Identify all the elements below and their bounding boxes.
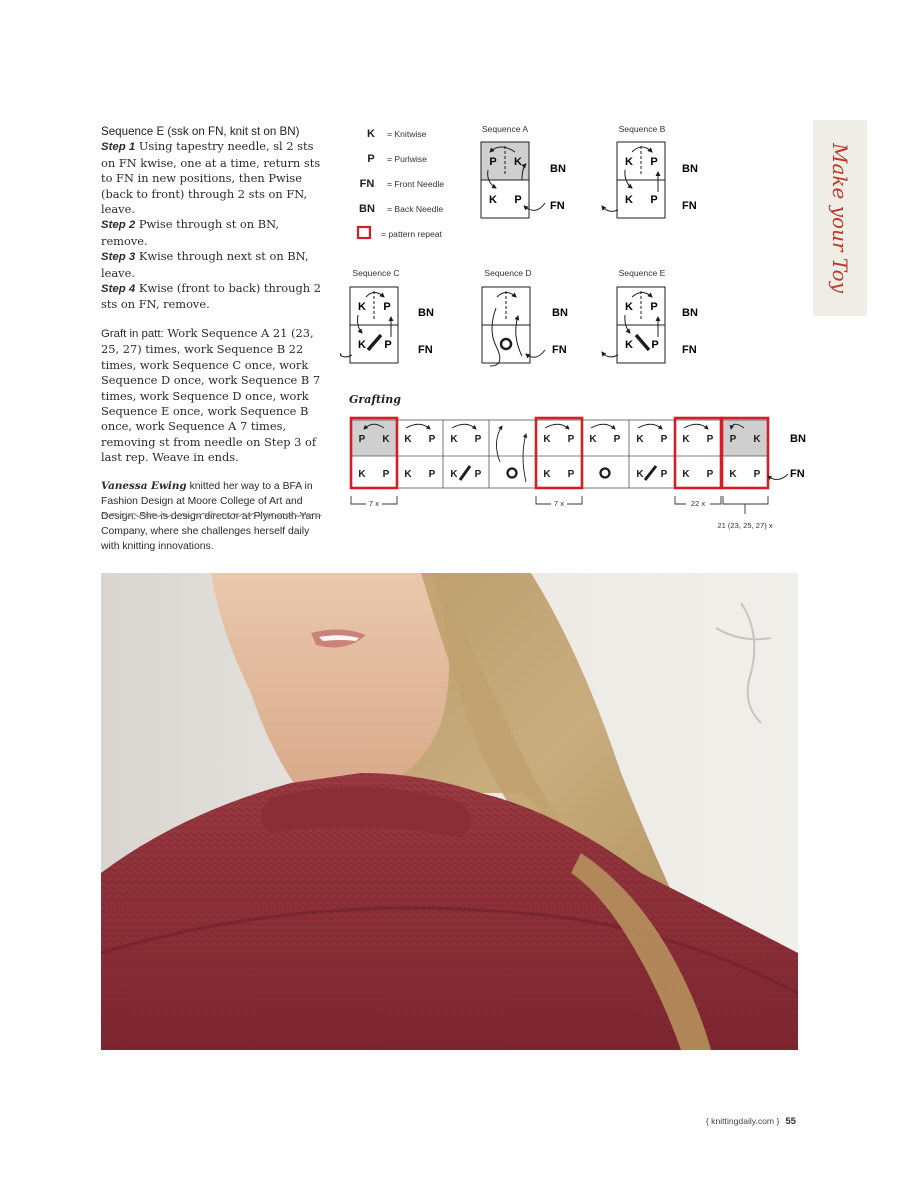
seq-d-bn: BN (552, 307, 568, 319)
sequence-b-label: Sequence B (618, 124, 666, 134)
graft-c9-top-2: K (753, 434, 761, 445)
graft-c2-bot-1: K (404, 469, 412, 480)
legend-k-text: = Knitwise (387, 129, 427, 139)
seq-b-p-bottom: P (650, 194, 658, 206)
graft-c6-top-1: K (589, 434, 597, 445)
graft-c1-top-2: K (382, 434, 390, 445)
sequence-e-title: Sequence E (ssk on FN, knit st on BN) (101, 125, 300, 138)
graft-c8-bot-1: K (682, 469, 690, 480)
legend-p-symbol: P (367, 153, 375, 165)
legend-bn (359, 203, 443, 215)
sequence-d (482, 268, 568, 366)
yarn-over-icon (501, 339, 511, 349)
instructions-column (101, 124, 327, 567)
seq-c-p-bottom: P (384, 339, 392, 351)
step-1-text: Using tapestry needle, sl 2 sts on FN kwise, one at a time, return sts to FN in new positions, then Pwise (back to front) through 2 sts on FN, leave. (101, 139, 321, 217)
repeat-boxes (351, 418, 768, 488)
legend-fn-symbol: FN (359, 178, 375, 190)
footer-site: { knittingdaily.com } (705, 1116, 780, 1126)
decrease-slash-icon (368, 335, 381, 350)
repeat-label-1: 7 x (368, 499, 380, 508)
legend-fn (360, 178, 445, 190)
designer-bio-text: knitted her way to a BFA in Fashion Design at Moore College of Art and Design. She is design director at Plymouth Yarn Company, where she challenges herself daily with knitting innovations. (101, 480, 321, 552)
grafting-diagrams (340, 116, 810, 536)
graft-c5-bot-1: K (543, 469, 551, 480)
seq-e-k-bottom: K (625, 339, 633, 351)
graft-c3-top-2: P (474, 434, 482, 445)
grafting-chart (349, 393, 806, 530)
legend-p (367, 153, 427, 165)
graft-c7-top-1: K (636, 434, 644, 445)
graft-fn: FN (790, 468, 805, 480)
step-3-label: Step 3 (101, 251, 136, 264)
sequence-e-label: Sequence E (618, 268, 666, 278)
seq-c-p-top: P (383, 301, 391, 313)
graft-c1-bot-1: K (358, 469, 366, 480)
section-tab-label (813, 120, 867, 316)
seq-a-k-top: K (514, 156, 522, 168)
graft-block (101, 326, 327, 466)
legend-k (367, 128, 427, 140)
seq-e-fn: FN (682, 344, 697, 356)
graft-c2-top-1: K (404, 434, 412, 445)
repeat-label-3: 22 x (690, 499, 706, 508)
sequence-c-label: Sequence C (352, 268, 400, 278)
section-tab-text: Make your Toy (828, 143, 852, 293)
step-4-text: Kwise (front to back) through 2 sts on FN, remove. (101, 281, 321, 312)
repeat-swatch-icon (358, 227, 370, 238)
repeat-label-4: 21 (23, 25, 27) x (717, 521, 773, 530)
graft-c2-top-2: P (428, 434, 436, 445)
graft-slash-icon (460, 466, 470, 480)
sequence-b (602, 124, 698, 218)
seq-e-p-bottom: P (651, 339, 659, 351)
seq-c-k-bottom: K (358, 339, 366, 351)
seq-b-fn: FN (682, 200, 697, 212)
graft-yarn-over-icon (508, 469, 517, 478)
seq-d-fn: FN (552, 344, 567, 356)
legend-repeat-text: = pattern repeat (381, 229, 442, 239)
grafting-title: Grafting (349, 393, 401, 406)
graft-c8-bot-2: P (706, 469, 714, 480)
page-number: 55 (785, 1116, 796, 1127)
sequence-c (340, 268, 434, 363)
legend-bn-symbol: BN (359, 203, 375, 215)
seq-e-bn: BN (682, 307, 698, 319)
graft-c7-top-2: P (660, 434, 668, 445)
seq-a-p-top: P (489, 156, 497, 168)
graft-c3-top-1: K (450, 434, 458, 445)
seq-b-k-top: K (625, 156, 633, 168)
step-4-label: Step 4 (101, 283, 136, 296)
legend-fn-text: = Front Needle (387, 179, 445, 189)
sequence-e (602, 268, 698, 363)
step-3-text: Kwise through next st on BN, leave. (101, 249, 309, 280)
sweater-photo (101, 573, 798, 1050)
step-2-label: Step 2 (101, 219, 136, 232)
page-footer (640, 1116, 796, 1127)
graft-c8-top-2: P (706, 434, 714, 445)
sequence-e-block (101, 124, 327, 313)
wavy-divider (101, 511, 325, 519)
graft-c3-bot-2: P (474, 469, 482, 480)
sequence-d-label: Sequence D (484, 268, 532, 278)
graft-yarn-over-icon-2 (601, 469, 610, 478)
graft-text: Work Sequence A 21 (23, 25, 27) times, work Sequence B 22 times, work Sequence C once, work Sequence D once, work Sequence B 7 times, work Sequence D once, work Sequence E once, work Sequence B once, work Sequence A 7 times, removing st from needle on Step 3 of last rep. Weave in ends. (101, 325, 321, 465)
seq-b-k-bottom: K (625, 194, 633, 206)
step-1-label: Step 1 (101, 141, 136, 154)
seq-a-k-bottom: K (489, 194, 497, 206)
graft-c1-bot-2: P (382, 469, 390, 480)
seq-b-bn: BN (682, 163, 698, 175)
graft-c5-top-2: P (567, 434, 575, 445)
graft-bn: BN (790, 433, 806, 445)
seq-a-fn: FN (550, 200, 565, 212)
legend-p-text: = Purlwise (387, 154, 427, 164)
graft-c5-bot-2: P (567, 469, 575, 480)
seq-e-p-top: P (650, 301, 658, 313)
sequence-a (481, 124, 566, 218)
seq-b-p-top: P (650, 156, 658, 168)
legend (358, 128, 444, 239)
graft-label: Graft in patt: (101, 327, 164, 340)
decrease-backslash-icon (636, 335, 649, 350)
seq-c-bn: BN (418, 307, 434, 319)
legend-repeat (358, 227, 443, 239)
step-2-text: Pwise through st on BN, remove. (101, 217, 279, 248)
graft-c7-bot-1: K (636, 469, 644, 480)
graft-c9-bot-1: K (729, 469, 737, 480)
seq-a-bn: BN (550, 163, 566, 175)
graft-c2-bot-2: P (428, 469, 436, 480)
legend-k-symbol: K (367, 128, 375, 140)
graft-c9-bot-2: P (753, 469, 761, 480)
seq-c-fn: FN (418, 344, 433, 356)
graft-c8-top-1: K (682, 434, 690, 445)
legend-bn-text: = Back Needle (387, 204, 444, 214)
graft-c9-top-1: P (729, 434, 737, 445)
seq-e-k-top: K (625, 301, 633, 313)
graft-c7-bot-2: P (660, 469, 668, 480)
graft-c5-top-1: K (543, 434, 551, 445)
graft-slash-icon-2 (645, 466, 656, 480)
graft-c1-top-1: P (358, 434, 366, 445)
sequence-a-label: Sequence A (481, 124, 529, 134)
graft-c3-bot-1: K (450, 469, 458, 480)
seq-c-k-top: K (358, 301, 366, 313)
graft-c6-top-2: P (613, 434, 621, 445)
designer-name: Vanessa Ewing (101, 479, 187, 492)
seq-a-p-bottom: P (514, 194, 522, 206)
repeat-label-2: 7 x (553, 499, 565, 508)
